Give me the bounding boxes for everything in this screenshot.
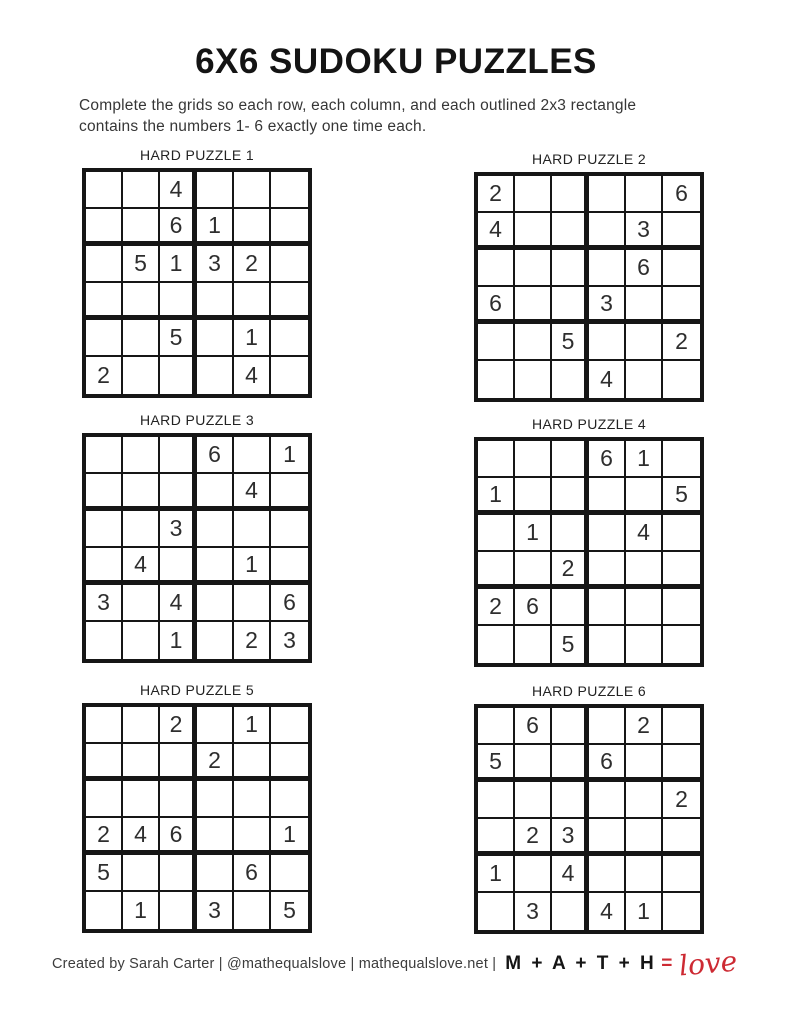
- sudoku-given-cell: 3: [283, 627, 296, 653]
- sudoku-empty-cell: [160, 744, 197, 781]
- puzzle-block-5: [82, 682, 312, 933]
- sudoku-empty-cell: [271, 357, 308, 394]
- puzzle-title: HARD PUZZLE 1: [139, 147, 255, 163]
- sudoku-given-cell: 4: [234, 474, 271, 511]
- sudoku-given-cell: 4: [123, 548, 160, 585]
- sudoku-empty-cell: [626, 819, 663, 856]
- sudoku-given-cell: 4: [589, 361, 626, 398]
- sudoku-empty-cell: [86, 474, 123, 511]
- sudoku-given-cell: 4: [123, 818, 160, 855]
- sudoku-empty-cell: [663, 441, 700, 478]
- sudoku-empty-cell: [271, 283, 308, 320]
- sudoku-empty-cell: [515, 213, 552, 250]
- sudoku-empty-cell: [515, 782, 552, 819]
- sudoku-given-cell: 1: [271, 818, 308, 855]
- sudoku-given-cell: 3: [552, 819, 589, 856]
- sudoku-empty-cell: [663, 213, 700, 250]
- sudoku-empty-cell: [515, 287, 552, 324]
- sudoku-given-cell: 6: [515, 589, 552, 626]
- sudoku-empty-cell: [589, 589, 626, 626]
- sudoku-empty-cell: [552, 745, 589, 782]
- sudoku-empty-cell: [626, 176, 663, 213]
- footer: [52, 944, 739, 983]
- sudoku-empty-cell: [197, 474, 234, 511]
- sudoku-given-cell: 6: [589, 441, 626, 478]
- sudoku-empty-cell: [515, 176, 552, 213]
- instructions-line-1: Complete the grids so each row, each column, and each outlined 2x3 rectangle: [79, 97, 637, 114]
- sudoku-empty-cell: [86, 283, 123, 320]
- sudoku-empty-cell: [197, 707, 234, 744]
- sudoku-given-cell: 2: [197, 744, 234, 781]
- sudoku-given-cell: 3: [160, 511, 197, 548]
- sudoku-empty-cell: [515, 361, 552, 398]
- sudoku-given-cell: 3: [197, 892, 234, 929]
- sudoku-empty-cell: [552, 361, 589, 398]
- sudoku-empty-cell: [123, 209, 160, 246]
- sudoku-empty-cell: [123, 320, 160, 357]
- sudoku-empty-cell: [234, 437, 271, 474]
- sudoku-empty-cell: [626, 324, 663, 361]
- sudoku-given-cell: 6: [589, 745, 626, 782]
- sudoku-empty-cell: [234, 511, 271, 548]
- sudoku-empty-cell: [123, 707, 160, 744]
- sudoku-empty-cell: [86, 172, 123, 209]
- sudoku-empty-cell: [123, 474, 160, 511]
- sudoku-empty-cell: [626, 287, 663, 324]
- sudoku-empty-cell: [552, 213, 589, 250]
- sudoku-empty-cell: [197, 585, 234, 622]
- sudoku-empty-cell: [589, 213, 626, 250]
- sudoku-empty-cell: [123, 744, 160, 781]
- sudoku-empty-cell: [626, 552, 663, 589]
- sudoku-given-cell: 2: [478, 176, 515, 213]
- sudoku-empty-cell: [552, 589, 589, 626]
- sudoku-empty-cell: [589, 324, 626, 361]
- sudoku-empty-cell: [478, 819, 515, 856]
- sudoku-given-cell: 2: [663, 782, 700, 819]
- sudoku-empty-cell: [271, 781, 308, 818]
- sudoku-given-cell: 1: [626, 441, 663, 478]
- puzzle-title: HARD PUZZLE 6: [531, 683, 647, 699]
- sudoku-given-cell: 2: [234, 622, 271, 659]
- sudoku-empty-cell: [626, 361, 663, 398]
- sudoku-given-cell: 1: [234, 707, 271, 744]
- sudoku-given-cell: 1: [160, 622, 197, 659]
- sudoku-empty-cell: [234, 744, 271, 781]
- math-logo-text: M + A + T + H: [505, 953, 657, 974]
- sudoku-given-cell: 6: [663, 176, 700, 213]
- sudoku-empty-cell: [626, 856, 663, 893]
- sudoku-empty-cell: [86, 209, 123, 246]
- sudoku-empty-cell: [271, 548, 308, 585]
- sudoku-empty-cell: [589, 515, 626, 552]
- sudoku-given-cell: 2: [552, 552, 589, 589]
- sudoku-empty-cell: [478, 324, 515, 361]
- instructions: [79, 95, 636, 137]
- sudoku-given-cell: 2: [626, 708, 663, 745]
- sudoku-given-cell: 3: [626, 213, 663, 250]
- sudoku-empty-cell: [589, 819, 626, 856]
- sudoku-given-cell: 2: [478, 589, 515, 626]
- sudoku-empty-cell: [123, 585, 160, 622]
- sudoku-given-cell: 1: [234, 320, 271, 357]
- sudoku-empty-cell: [234, 209, 271, 246]
- sudoku-empty-cell: [271, 320, 308, 357]
- sudoku-given-cell: 1: [160, 246, 197, 283]
- sudoku-grid: [82, 703, 312, 933]
- sudoku-empty-cell: [478, 708, 515, 745]
- sudoku-empty-cell: [478, 515, 515, 552]
- sudoku-given-cell: 4: [552, 856, 589, 893]
- sudoku-empty-cell: [626, 478, 663, 515]
- sudoku-empty-cell: [626, 782, 663, 819]
- puzzle-title: HARD PUZZLE 2: [531, 151, 647, 167]
- puzzle-title: HARD PUZZLE 5: [139, 682, 255, 698]
- sudoku-given-cell: 6: [234, 855, 271, 892]
- sudoku-given-cell: 1: [197, 209, 234, 246]
- sudoku-empty-cell: [663, 287, 700, 324]
- sudoku-grid: [82, 168, 312, 398]
- sudoku-empty-cell: [478, 552, 515, 589]
- sudoku-given-cell: 5: [160, 320, 197, 357]
- sudoku-given-cell: 6: [515, 708, 552, 745]
- sudoku-given-cell: 5: [478, 745, 515, 782]
- sudoku-empty-cell: [478, 782, 515, 819]
- sudoku-given-cell: 3: [589, 287, 626, 324]
- love-script-logo: love: [677, 944, 739, 983]
- sudoku-empty-cell: [271, 744, 308, 781]
- sudoku-given-cell: 1: [271, 437, 308, 474]
- sudoku-empty-cell: [589, 552, 626, 589]
- sudoku-given-cell: 2: [86, 818, 123, 855]
- sudoku-empty-cell: [234, 892, 271, 929]
- sudoku-empty-cell: [589, 856, 626, 893]
- sudoku-grid: [474, 437, 704, 667]
- sudoku-given-cell: 2: [86, 357, 123, 394]
- sudoku-given-cell: 4: [589, 893, 626, 930]
- sudoku-empty-cell: [86, 781, 123, 818]
- sudoku-empty-cell: [589, 626, 626, 663]
- sudoku-empty-cell: [160, 437, 197, 474]
- sudoku-given-cell: 6: [160, 209, 197, 246]
- sudoku-given-cell: 5: [552, 324, 589, 361]
- sudoku-empty-cell: [552, 478, 589, 515]
- credit-text: Created by Sarah Carter | @mathequalslove | mathequalslove.net |: [52, 956, 497, 972]
- sudoku-empty-cell: [86, 892, 123, 929]
- sudoku-empty-cell: [86, 511, 123, 548]
- sudoku-grid: [82, 433, 312, 663]
- sudoku-given-cell: 1: [626, 893, 663, 930]
- sudoku-empty-cell: [197, 357, 234, 394]
- sudoku-grid: [474, 172, 704, 402]
- sudoku-empty-cell: [515, 552, 552, 589]
- sudoku-empty-cell: [123, 172, 160, 209]
- sudoku-empty-cell: [271, 246, 308, 283]
- sudoku-empty-cell: [197, 781, 234, 818]
- sudoku-empty-cell: [197, 172, 234, 209]
- sudoku-empty-cell: [478, 441, 515, 478]
- sudoku-empty-cell: [86, 744, 123, 781]
- sudoku-given-cell: 1: [123, 892, 160, 929]
- sudoku-empty-cell: [160, 892, 197, 929]
- sudoku-empty-cell: [234, 818, 271, 855]
- instructions-line-2: contains the numbers 1- 6 exactly one time each.: [79, 118, 427, 135]
- sudoku-empty-cell: [552, 782, 589, 819]
- sudoku-empty-cell: [663, 250, 700, 287]
- sudoku-given-cell: 3: [197, 246, 234, 283]
- sudoku-empty-cell: [197, 622, 234, 659]
- sudoku-given-cell: 6: [478, 287, 515, 324]
- sudoku-given-cell: 4: [160, 172, 197, 209]
- sudoku-empty-cell: [197, 511, 234, 548]
- sudoku-empty-cell: [160, 283, 197, 320]
- sudoku-empty-cell: [589, 782, 626, 819]
- sudoku-empty-cell: [160, 357, 197, 394]
- sudoku-empty-cell: [663, 745, 700, 782]
- puzzle-title: HARD PUZZLE 3: [139, 412, 255, 428]
- sudoku-empty-cell: [197, 818, 234, 855]
- sudoku-empty-cell: [271, 707, 308, 744]
- sudoku-empty-cell: [515, 626, 552, 663]
- sudoku-empty-cell: [123, 511, 160, 548]
- sudoku-given-cell: 1: [234, 548, 271, 585]
- sudoku-empty-cell: [86, 548, 123, 585]
- puzzle-block-1: [82, 147, 312, 398]
- sudoku-empty-cell: [123, 622, 160, 659]
- sudoku-empty-cell: [626, 745, 663, 782]
- sudoku-empty-cell: [271, 209, 308, 246]
- sudoku-empty-cell: [86, 246, 123, 283]
- puzzle-block-6: [474, 683, 704, 934]
- sudoku-empty-cell: [626, 589, 663, 626]
- sudoku-empty-cell: [663, 893, 700, 930]
- sudoku-empty-cell: [663, 361, 700, 398]
- sudoku-empty-cell: [123, 437, 160, 474]
- sudoku-given-cell: 6: [626, 250, 663, 287]
- sudoku-empty-cell: [552, 893, 589, 930]
- puzzle-title: HARD PUZZLE 4: [531, 416, 647, 432]
- sudoku-empty-cell: [271, 511, 308, 548]
- sudoku-empty-cell: [478, 626, 515, 663]
- sudoku-given-cell: 5: [86, 855, 123, 892]
- sudoku-empty-cell: [589, 478, 626, 515]
- sudoku-empty-cell: [515, 324, 552, 361]
- sudoku-empty-cell: [515, 745, 552, 782]
- puzzle-block-2: [474, 151, 704, 402]
- sudoku-given-cell: 2: [234, 246, 271, 283]
- sudoku-given-cell: 1: [478, 856, 515, 893]
- sudoku-empty-cell: [123, 781, 160, 818]
- sudoku-given-cell: 5: [283, 897, 296, 923]
- sudoku-given-cell: 4: [626, 515, 663, 552]
- sudoku-empty-cell: [197, 283, 234, 320]
- sudoku-empty-cell: [552, 441, 589, 478]
- sudoku-given-cell: 1: [478, 478, 515, 515]
- sudoku-empty-cell: [271, 172, 308, 209]
- sudoku-empty-cell: [197, 855, 234, 892]
- sudoku-given-cell: 4: [234, 357, 271, 394]
- sudoku-empty-cell: [552, 287, 589, 324]
- sudoku-empty-cell: [123, 855, 160, 892]
- sudoku-empty-cell: [160, 855, 197, 892]
- sudoku-empty-cell: [197, 320, 234, 357]
- sudoku-empty-cell: [515, 856, 552, 893]
- sudoku-given-cell: 6: [160, 818, 197, 855]
- sudoku-empty-cell: [663, 708, 700, 745]
- sudoku-empty-cell: [86, 320, 123, 357]
- sudoku-empty-cell: [271, 474, 308, 511]
- sudoku-empty-cell: [160, 548, 197, 585]
- sudoku-empty-cell: [234, 283, 271, 320]
- sudoku-empty-cell: [589, 708, 626, 745]
- sudoku-empty-cell: [478, 361, 515, 398]
- sudoku-given-cell: 6: [197, 437, 234, 474]
- sudoku-empty-cell: [552, 176, 589, 213]
- page-title: 6X6 SUDOKU PUZZLES: [195, 42, 597, 81]
- sudoku-empty-cell: [663, 626, 700, 663]
- sudoku-empty-cell: [663, 856, 700, 893]
- sudoku-empty-cell: [234, 585, 271, 622]
- sudoku-given-cell: 2: [663, 324, 700, 361]
- sudoku-empty-cell: [626, 626, 663, 663]
- sudoku-empty-cell: [663, 589, 700, 626]
- sudoku-empty-cell: [552, 250, 589, 287]
- sudoku-empty-cell: [515, 478, 552, 515]
- sudoku-empty-cell: [123, 283, 160, 320]
- sudoku-empty-cell: [552, 708, 589, 745]
- equals-sign: =: [661, 953, 673, 974]
- puzzle-block-3: [82, 412, 312, 663]
- sudoku-empty-cell: [478, 250, 515, 287]
- sudoku-empty-cell: [589, 176, 626, 213]
- sudoku-empty-cell: [160, 474, 197, 511]
- sudoku-empty-cell: [478, 893, 515, 930]
- sudoku-empty-cell: [515, 250, 552, 287]
- sudoku-empty-cell: [234, 172, 271, 209]
- sudoku-given-cell: 6: [271, 585, 308, 622]
- sudoku-given-cell: 4: [160, 585, 197, 622]
- puzzle-block-4: [474, 416, 704, 667]
- sudoku-empty-cell: [86, 707, 123, 744]
- sudoku-empty-cell: [197, 548, 234, 585]
- sudoku-empty-cell: [663, 819, 700, 856]
- sudoku-empty-cell: [160, 781, 197, 818]
- sudoku-empty-cell: [234, 781, 271, 818]
- sudoku-given-cell: 5: [123, 246, 160, 283]
- sudoku-grid: [474, 704, 704, 934]
- sudoku-empty-cell: [515, 441, 552, 478]
- sudoku-given-cell: 1: [515, 515, 552, 552]
- sudoku-given-cell: 3: [515, 893, 552, 930]
- sudoku-given-cell: 2: [160, 707, 197, 744]
- sudoku-empty-cell: [86, 622, 123, 659]
- sudoku-given-cell: 4: [478, 213, 515, 250]
- sudoku-empty-cell: [663, 515, 700, 552]
- sudoku-empty-cell: [552, 515, 589, 552]
- sudoku-given-cell: 5: [663, 478, 700, 515]
- sudoku-given-cell: 3: [86, 585, 123, 622]
- sudoku-empty-cell: [123, 357, 160, 394]
- sudoku-given-cell: 5: [552, 626, 589, 663]
- sudoku-empty-cell: [589, 250, 626, 287]
- sudoku-empty-cell: [663, 552, 700, 589]
- sudoku-empty-cell: [271, 855, 308, 892]
- sudoku-empty-cell: [86, 437, 123, 474]
- sudoku-given-cell: 2: [515, 819, 552, 856]
